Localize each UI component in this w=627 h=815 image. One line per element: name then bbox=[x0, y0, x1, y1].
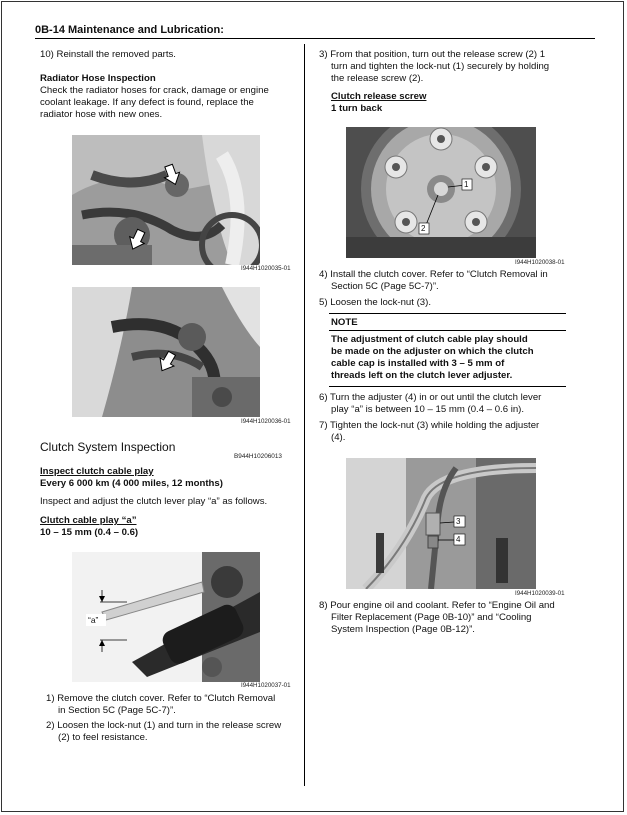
note-body-1: The adjustment of clutch cable play should bbox=[331, 334, 528, 345]
note-bottom-rule bbox=[329, 386, 566, 387]
note-body-4: threads left on the clutch lever adjuster. bbox=[331, 370, 513, 381]
clutch-plate-illustration bbox=[346, 127, 536, 258]
step-7-line-2: (4). bbox=[331, 432, 346, 443]
clutch-plate-photo bbox=[346, 127, 536, 258]
step-4-line-1: 4) Install the clutch cover. Refer to “Clutch Removal in bbox=[319, 269, 548, 280]
cable-play-value: 10 – 15 mm (0.4 – 0.6) bbox=[40, 527, 139, 538]
step-8-line-2: Filter Replacement (Page 0B-10)” and “Cooling bbox=[331, 612, 532, 623]
cable-play-title: Clutch cable play “a” bbox=[40, 515, 137, 526]
release-screw-value: 1 turn back bbox=[331, 103, 383, 114]
radiator-hose-illustration-1 bbox=[72, 135, 260, 265]
image-code-3: I944H1020037-01 bbox=[241, 682, 291, 689]
radiator-hose-photo-1 bbox=[72, 135, 260, 265]
callout-1: 1 bbox=[464, 180, 469, 189]
radiator-hose-photo-2 bbox=[72, 287, 260, 417]
step-10: 10) Reinstall the removed parts. bbox=[40, 49, 176, 60]
note-body-2: be made on the adjuster on which the clutch bbox=[331, 346, 534, 357]
column-divider bbox=[304, 44, 305, 786]
lever-play-label: “a” bbox=[88, 615, 99, 625]
step-2-line-1: 2) Loosen the lock-nut (1) and turn in the release screw bbox=[46, 720, 282, 731]
clutch-lever-illustration bbox=[72, 552, 260, 682]
page-header: 0B-14 Maintenance and Lubrication: bbox=[35, 24, 595, 39]
step-1-line-1: 1) Remove the clutch cover. Refer to “Clutch Removal bbox=[46, 693, 276, 704]
step-8-line-1: 8) Pour engine oil and coolant. Refer to “Engine Oil and bbox=[319, 600, 555, 611]
clutch-system-inspection-title: Clutch System Inspection bbox=[40, 440, 176, 454]
step-4-line-2: Section 5C (Page 5C-7)”. bbox=[331, 281, 439, 292]
step-1-line-2: in Section 5C (Page 5C-7)”. bbox=[58, 705, 176, 716]
inspect-cable-play-title: Inspect clutch cable play bbox=[40, 466, 154, 477]
clutch-lever-photo bbox=[72, 552, 260, 682]
image-code-4: I944H1020038-01 bbox=[515, 259, 565, 266]
step-7-line-1: 7) Tighten the lock-nut (3) while holding the adjuster bbox=[319, 420, 540, 431]
callout-4: 4 bbox=[456, 535, 461, 544]
cable-adjuster-photo bbox=[346, 458, 536, 589]
note-title-rule bbox=[329, 330, 566, 331]
step-5: 5) Loosen the lock-nut (3). bbox=[319, 297, 431, 308]
step-6-line-1: 6) Turn the adjuster (4) in or out until the clutch lever bbox=[319, 392, 542, 403]
step-6-line-2: play “a” is between 10 – 15 mm (0.4 – 0.6 in). bbox=[331, 404, 525, 415]
note-top-rule bbox=[329, 313, 566, 314]
step-3-line-3: the release screw (2). bbox=[331, 73, 424, 84]
image-code-2: I944H1020036-01 bbox=[241, 418, 291, 425]
radiator-hose-body-1: Check the radiator hoses for crack, damage or engine bbox=[40, 85, 269, 96]
radiator-hose-body-2: coolant leakage. If any defect is found, replace the bbox=[40, 97, 254, 108]
callout-2: 2 bbox=[421, 224, 426, 233]
radiator-hose-illustration-2 bbox=[72, 287, 260, 417]
step-3-line-2: turn and tighten the lock-nut (1) securely by holding bbox=[331, 61, 550, 72]
radiator-hose-body-3: radiator hose with new ones. bbox=[40, 109, 163, 120]
cable-adjuster-illustration bbox=[346, 458, 536, 589]
release-screw-title: Clutch release screw bbox=[331, 91, 427, 102]
section-code: B944H10206013 bbox=[234, 453, 282, 460]
step-8-line-3: System Inspection (Page 0B-12)”. bbox=[331, 624, 475, 635]
radiator-hose-title: Radiator Hose Inspection bbox=[40, 73, 156, 84]
inspect-body: Inspect and adjust the clutch lever play “a” as follows. bbox=[40, 496, 268, 507]
image-code-5: I944H1020039-01 bbox=[515, 590, 565, 597]
image-code-1: I944H1020035-01 bbox=[241, 265, 291, 272]
note-body-3: cable cap is installed with 3 – 5 mm of bbox=[331, 358, 505, 369]
inspect-interval: Every 6 000 km (4 000 miles, 12 months) bbox=[40, 478, 223, 489]
callout-3: 3 bbox=[456, 517, 461, 526]
step-2-line-2: (2) to feel resistance. bbox=[58, 732, 148, 743]
note-title: NOTE bbox=[331, 317, 358, 328]
step-3-line-1: 3) From that position, turn out the release screw (2) 1 bbox=[319, 49, 546, 60]
